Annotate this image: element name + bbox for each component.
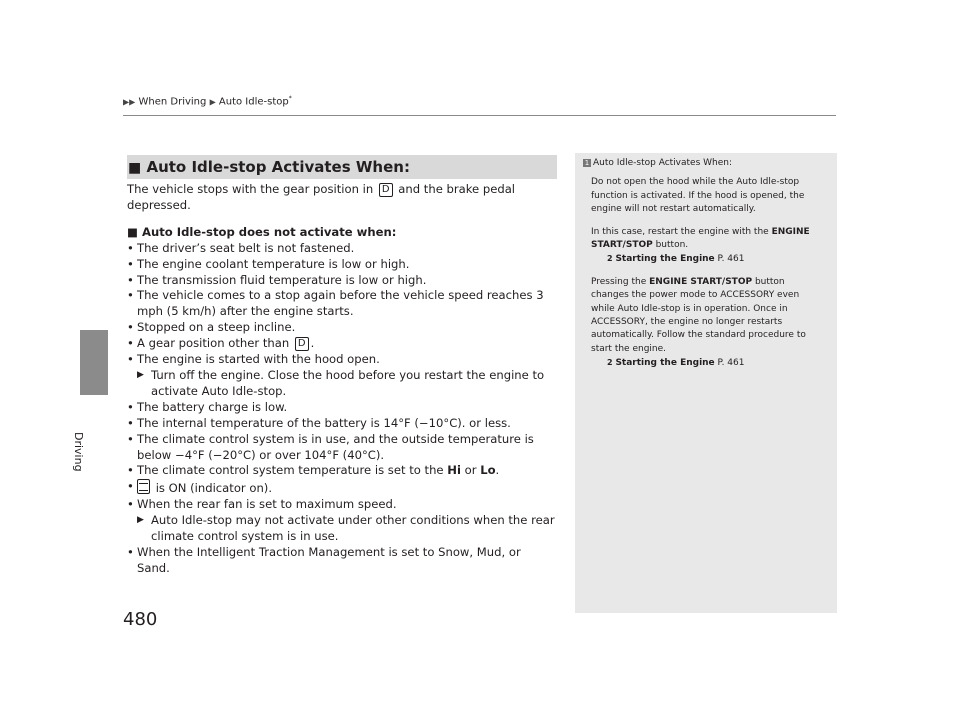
list-subitem: ▶ Turn off the engine. Close the hood before you restart the engine to activate Auto Idle-stop. [137, 367, 545, 398]
reference-icon: 2 [607, 358, 613, 368]
breadcrumb-section[interactable]: When Driving [138, 96, 207, 108]
list-item: • The battery charge is low. [127, 399, 288, 414]
heading-title: Auto Idle-stop Activates When: [146, 158, 410, 176]
list-item: • The engine coolant temperature is low or high. [127, 256, 410, 271]
header-divider [123, 115, 836, 116]
note-paragraph: Do not open the hood while the Auto Idle-stop function is activated. If the hood is opened, the engine will not restart automatically. [591, 177, 805, 215]
note-content [583, 157, 821, 371]
page-reference-link[interactable]: 2 Starting the Engine P. 461 [607, 254, 745, 265]
note-paragraph: Pressing the ENGINE START/STOP button changes the power mode to ACCESSORY even while Auto Idle-stop is in operation. Once in ACCESSORY, the engine no longer restarts automatically. Follow the standard procedure to start the engine. [591, 276, 806, 354]
list-item: • The driver’s seat belt is not fastened. [127, 240, 355, 255]
note-number-icon: 1 [584, 159, 590, 167]
section-heading [127, 155, 557, 179]
gear-d-icon: D [295, 337, 309, 351]
breadcrumb-mark: * [288, 95, 292, 102]
breadcrumb [123, 95, 292, 107]
intro-text: The vehicle stops with the gear position in D and the brake pedal depressed. [127, 182, 516, 212]
chapter-label: Driving [72, 432, 85, 472]
list-item: • The climate control system temperature is set to the Hi or Lo. [127, 463, 500, 478]
list-item: • The engine is started with the hood open. [127, 352, 380, 367]
subheading-square-icon: ■ [127, 224, 138, 239]
arrow-icon: ▶ [137, 369, 144, 380]
list-item: • The transmission fluid temperature is low or high. [127, 272, 427, 287]
list-item: • When the Intelligent Traction Management is set to Snow, Mud, or Sand. [127, 544, 521, 575]
breadcrumb-arrow-icon: ▶▶ [123, 97, 136, 107]
chapter-tab [80, 330, 108, 395]
page-number: 480 [123, 609, 158, 630]
list-item: • The vehicle comes to a stop again before the vehicle speed reaches 3 mph (5 km/h) after the engine starts. [127, 288, 544, 319]
list-item: • The internal temperature of the battery is 14°F (−10°C). or less. [127, 415, 511, 430]
arrow-icon: ▶ [137, 515, 144, 526]
reference-icon: 2 [607, 254, 613, 264]
breadcrumb-arrow-icon: ▶ [209, 97, 216, 107]
breadcrumb-topic[interactable]: Auto Idle-stop [218, 96, 289, 108]
list-item: • A gear position other than D . [127, 336, 315, 351]
list-item: • When the rear fan is set to maximum speed. [127, 497, 397, 512]
page-reference-link[interactable]: 2 Starting the Engine P. 461 [607, 358, 745, 369]
list-subitem: ▶ Auto Idle-stop may not activate under other conditions when the rear climate control system is in use. [137, 513, 555, 544]
main-content [127, 182, 557, 577]
list-item: • Stopped on a steep incline. [127, 320, 296, 335]
note-title: 1 Auto Idle-stop Activates When: [584, 158, 733, 168]
heading-square-icon: ■ [128, 160, 142, 176]
list-item: • The climate control system is in use, and the outside temperature is below −4°F (−20°C) or over 104°F (40°C). [127, 431, 534, 462]
subheading: ■ Auto Idle-stop does not activate when: [127, 224, 397, 239]
front-defroster-icon [137, 479, 150, 494]
gear-d-icon: D [379, 183, 393, 197]
note-paragraph: In this case, restart the engine with the ENGINE START/STOP button. [591, 226, 810, 251]
list-item: • is ON (indicator on). [127, 479, 273, 496]
